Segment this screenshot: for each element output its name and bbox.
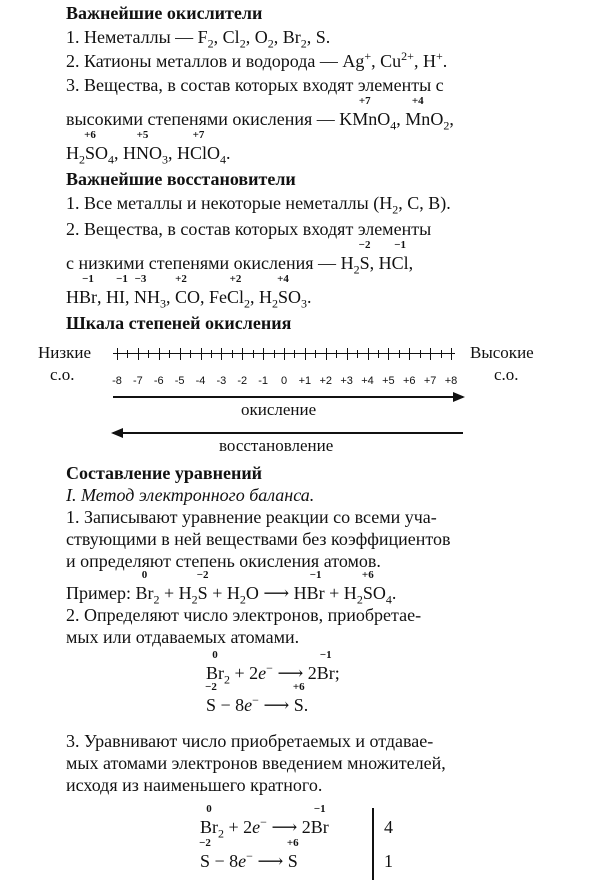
step-1-line1: 1. Записывают уравнение реакции со всеми уча- (66, 507, 437, 527)
scale-tick (430, 348, 431, 360)
scale-tick-label: +7 (423, 375, 437, 387)
oxidation-arrow (113, 396, 463, 398)
oxidizers-item-3-line2: высокими степенями окисления — KMn +7 $O_4$, Mn +4 $O_2$, (66, 95, 454, 133)
scale-minor-tick (274, 350, 275, 358)
scale-minor-tick (399, 350, 400, 358)
scale-tick (263, 348, 264, 360)
scale-tick-label: -3 (216, 375, 227, 387)
scale-tick-label: +2 (319, 375, 333, 387)
step-1-line2: ствующими в ней веществами без коэффициентов (66, 529, 451, 549)
scale-tick (368, 348, 369, 360)
oxidation-scale-axis (112, 353, 458, 387)
scale-tick-label: -1 (258, 375, 269, 387)
method-title: I. Метод электронного баланса. (66, 485, 315, 505)
scale-minor-tick (441, 350, 442, 358)
scale-tick (326, 348, 327, 360)
scale-high-unit: с.о. (494, 365, 519, 384)
reducers-item-1: 1. Все металлы и некоторые неметаллы ($H_2$, C, B). (66, 193, 451, 217)
scale-minor-tick (378, 350, 379, 358)
scale-minor-tick (336, 350, 337, 358)
step-3-line3: исходя из наименьшего кратного. (66, 775, 323, 795)
scale-tick (117, 348, 118, 360)
scale-tick-label: -5 (174, 375, 185, 387)
reducers-item-2-line2: с низкими степенями окисления — $H_2S$ −2 , HCl −1 , (66, 239, 414, 277)
step-2-line2: мых или отдаваемых атомами. (66, 627, 300, 647)
step-2-line1: 2. Определяют число электронов, приобретае- (66, 605, 422, 625)
scale-tick (180, 348, 181, 360)
scale-minor-tick (169, 350, 170, 358)
step-3-line2: мых атомами электронов введением множителей, (66, 753, 446, 773)
reduction-label: восстановление (219, 436, 334, 455)
scale-low-label: Низкие (38, 343, 91, 362)
oxidation-label: окисление (241, 400, 317, 419)
scale-tick-label: +4 (361, 375, 374, 387)
scale-minor-tick (190, 350, 191, 358)
scale-tick-label: +3 (340, 375, 353, 387)
scale-tick-label: -8 (112, 375, 122, 387)
half-reaction-br: Br 0 $_2$ + 2e− ⟶ 2Br −1 ; (206, 649, 340, 687)
scale-tick (159, 348, 160, 360)
scale-tick (388, 348, 389, 360)
oxidizers-item-2: 2. Катионы металлов и водорода — Ag+, $Cu^{2+}$, H+. (66, 49, 448, 71)
scale-tick (347, 348, 348, 360)
scale-tick (284, 348, 285, 360)
scale-tick-label: 0 (280, 375, 288, 387)
balanced-half-br: Br 0 $_2$ + 2e− ⟶ 2Br −1 (200, 803, 329, 841)
scale-tick (242, 348, 243, 360)
balanced-half-s: S −2 − 8e− ⟶ S +6 (199, 837, 299, 871)
oxidizers-item-3-line1: 3. Вещества, в состав которых входят элементы с (66, 75, 444, 95)
reduction-arrow (113, 432, 463, 434)
balance-divider (372, 808, 374, 880)
scale-tick-label: +1 (298, 375, 312, 387)
scale-tick (221, 348, 222, 360)
scale-tick (409, 348, 410, 360)
scale-tick-label: +6 (402, 375, 416, 387)
scale-minor-tick (148, 350, 149, 358)
scale-tick (138, 348, 139, 360)
scale-tick (305, 348, 306, 360)
scale-minor-tick (127, 350, 128, 358)
scale-minor-tick (315, 350, 316, 358)
equations-heading: Составление уравнений (66, 463, 263, 483)
reducers-item-2-line3: HBr −1 , HI −1 , N −3 $H_3$, C +2 O, FeCl +2 $_2$, $H_2S$ +4 $O_3$. (66, 273, 312, 311)
scale-minor-tick (232, 350, 233, 358)
oxidizers-heading: Важнейшие окислители (66, 3, 263, 23)
scale-heading: Шкала степеней окисления (66, 313, 292, 333)
reducers-item-2-line1: 2. Вещества, в состав которых входят элементы (66, 219, 432, 239)
step-1-line3: и определяют степень окисления атомов. (66, 551, 381, 571)
scale-tick-label: +8 (444, 375, 458, 387)
scale-tick (201, 348, 202, 360)
multiplier-1: 1 (384, 851, 393, 871)
scale-minor-tick (253, 350, 254, 358)
half-reaction-s: S −2 − 8e− ⟶ S +6 . (205, 681, 309, 715)
reducers-heading: Важнейшие восстановители (66, 169, 296, 189)
multiplier-4: 4 (384, 817, 393, 837)
oxidizers-item-3-line3: $H_2S$ +6 $O_4$, HN +5 $O_3$, HCl +7 $O_4$. (66, 129, 231, 167)
scale-tick-label: +5 (382, 375, 395, 387)
scale-low-unit: с.о. (50, 365, 75, 384)
scale-tick (451, 348, 452, 360)
scale-high-label: Высокие (470, 343, 534, 362)
scale-tick-label: -2 (237, 375, 248, 387)
scale-minor-tick (294, 350, 295, 358)
scale-tick-label: -6 (153, 375, 164, 387)
step-3-line1: 3. Уравнивают число приобретаемых и отдавае- (66, 731, 434, 751)
scale-minor-tick (211, 350, 212, 358)
scale-tick-label: -4 (195, 375, 206, 387)
scale-tick-label: -7 (132, 375, 143, 387)
scale-minor-tick (357, 350, 358, 358)
example-equation: Пример: Br 0 $_2 + H_2S$ −2 + $H_2O$ ⟶ HBr −1 + $H_2S$ +6 $O_4$. (66, 569, 397, 607)
scale-minor-tick (420, 350, 421, 358)
oxidizers-item-1: 1. Неметаллы — $F_2$, $Cl_2$, $O_2$, $Br_2$, S. (66, 27, 331, 51)
